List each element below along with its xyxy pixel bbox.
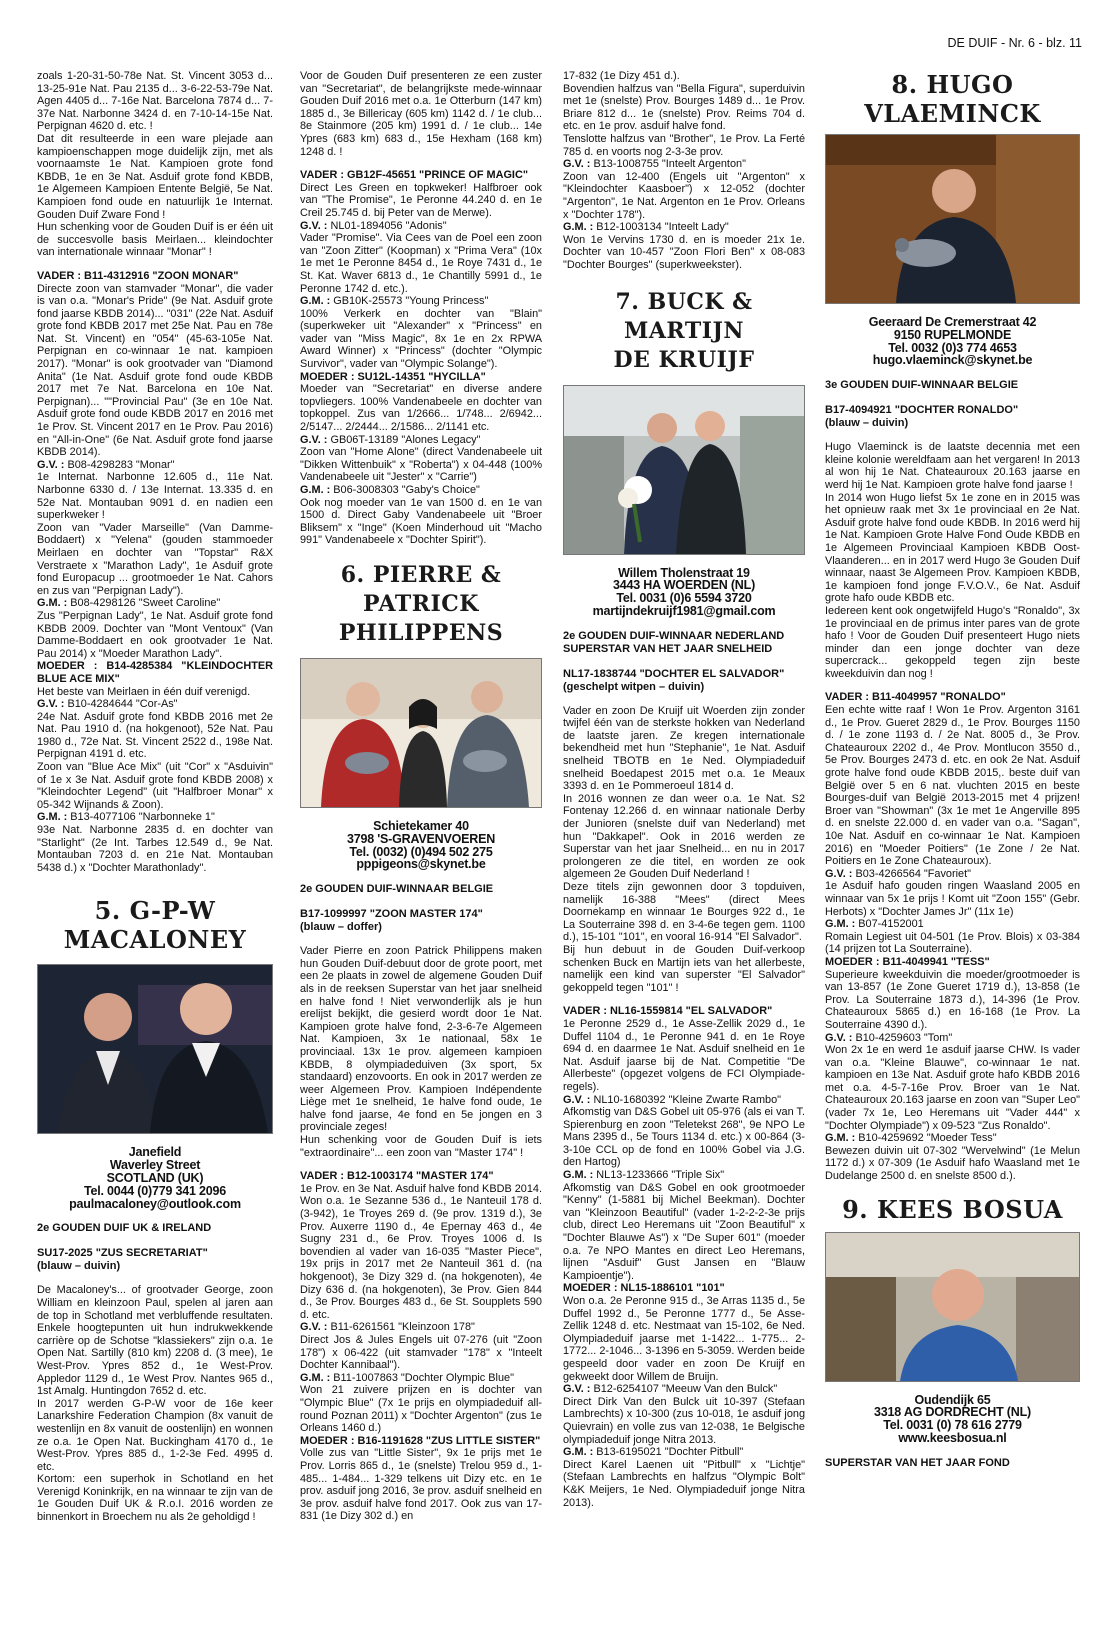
gm-text: B13-4077106 "Narbonneke 1" — [70, 811, 215, 824]
paragraph: Won 21 zuivere prijzen en is dochter van "Olympic Blue" (7x 1e prijs en olympiadeduif all-round Poznan 2011) x "Dochter Argenton" (zus 1e Orleans 1460 d.) — [300, 1384, 542, 1435]
paragraph: Zus "Perpignan Lady", 1e Nat. Asduif grote fond KBDB 2009. Dochter van "Mont Ventoux" (Van Damme-Boddaert en ook grootvader 1e Nat. Pau 2014) x "Moeder Marathon Lady". — [37, 609, 273, 660]
paragraph: Bij hun debuut in de Gouden Duif-verkoop schenken Buck en Martijn iets van het allerbeste, namelijk een kind van superster "El Salvador" gekoppeld tegen "101" ! — [563, 943, 805, 994]
vader-label: VADER : B11-4049957 "RONALDO" — [825, 691, 1006, 704]
paragraph: In 2017 werden G-P-W voor de 16e keer Lanarkshire Federation Champion (8x vanuit de westenlijn en 8x vanuit de oostenlijn) en wonnen ze o.a. 1e Open Nat. Buckingham 4170 d., 1e West-Prov. Ypres 885 d., 1-2-3e Fed. 4995 d. etc. — [37, 1397, 273, 1473]
address-line: SCOTLAND (UK) — [106, 1171, 204, 1185]
gv-label: G.V. : — [563, 158, 591, 171]
paragraph: Directe zoon van stamvader "Monar", die vader is van o.a. "Monar's Pride" (9e Nat. Asduif grote fond jaarse KBDB 2014)... "031" (22e Nat. Asduif grote fond KBDB 2017 met 25e Nat. Pau en 78e Nat. St. Vincent) en "054" (45-63-105e Nat. Perpignan en co-winnaar 1e nat. kampioen 2017). "Monar" is ook grootvader van "Diamond Anita" (1e Nat. Asduif grote fond oude KBDB 2017 met 7e Nat. Barcelona en 10e Nat. Perpignan)... ""Provincial Pau" (3e en 10e Nat. Asduif grote fond oude KBDB 2017 en 2016 met 1e Prov. St. Vincent 2017 en 1e Prov. Pau 2016) en "All-in-One" (6e Nat. Asduif grote fond jaarse KBDB 2014). — [37, 282, 273, 459]
paragraph: Hugo Vlaeminck is de laatste decennia met een kleine kolonie wereldfaam aan het vergaren! In 2013 al won hij 1e Nat. Chateauroux 20.163 jaarse en werd hij 1e Nat. Kampioen grote halve fond jaarse ! — [825, 441, 1080, 491]
gm-text: GB10K-25573 "Young Princess" — [333, 295, 489, 308]
paragraph: 100% Verkerk en dochter van "Blain" (superkweker uit "Alexander" x "Princess" en vader van "Miss Magic", 8x 1e en 2x RPWA Award Winner) x "Princess" (dochter "Olympic Survivor", vader van "Olympic Solange"). — [300, 307, 542, 371]
bird-ring: B17-1099997 "ZOON MASTER 174" — [300, 908, 483, 921]
vader-label: VADER : GB12F-45651 "PRINCE OF MAGIC" — [300, 169, 528, 182]
address-phone: Tel. 0031 (0) 78 616 2779 — [883, 1418, 1022, 1433]
section-title-de-kruijf: 7. BUCK & MARTIJN DE KRUIJF — [613, 288, 755, 373]
gm-label: G.M. : — [300, 484, 331, 496]
paragraph: Dat dit resulteerde in een ware plejade aan kampioenschappen moge duidelijk zijn, met als voornaamste 1e Nat. Kampioen grote fond KBDB, 1e en 3e Nat. Asduif grote fond KBDB, 1e Algemeen Kampioen Entente België, 5e Nat. Kampioen fond oude en natuurlijk 1e Internat. Gouden Duif Zware Fond ! — [37, 132, 273, 221]
gm-text: B10-4259692 "Moeder Tess" — [858, 1132, 997, 1145]
macaloney-address — [37, 1146, 273, 1210]
bosua-photo — [825, 1232, 1080, 1382]
macaloney-photo — [37, 964, 273, 1134]
address-phone: Tel. 0044 (0)779 341 2096 — [83, 1183, 227, 1198]
paragraph: Direct Dirk Van den Bulck uit 10-397 (Stefaan Lambrechts) x 10-300 (zus 10-018, 1e asduif jong Quievrain) en volle zus van 12-038, 1e Belgische olympiadeduif jonge Nitra 2013. — [563, 1395, 805, 1446]
gm-text: B08-4298126 "Sweet Caroline" — [70, 597, 221, 610]
address-line: Willem Tholenstraat 19 — [618, 565, 750, 580]
gv-label: G.V. : — [563, 1383, 591, 1396]
paragraph: 93e Nat. Narbonne 2835 d. en dochter van "Starlight" (2e Int. Tarbes 12.549 d., 9e Nat. Montauban 7203 d. en 21e Nat. Montauban 5438 d.) x "Dochter Marathonlady". — [37, 824, 273, 874]
gv-text: B10-4259603 "Tom" — [855, 1031, 953, 1044]
bosua-address — [825, 1394, 1080, 1445]
column-4 — [825, 70, 1080, 1470]
gv-label: G.V. : — [300, 433, 328, 446]
man-with-pigeon-icon — [826, 135, 1080, 303]
award-title: 2e GOUDEN DUIF-WINNAAR BELGIE — [300, 883, 494, 896]
gv-text: B11-6261561 "Kleinzoon 178" — [330, 1321, 475, 1334]
gv-label: G.V. : — [37, 458, 65, 471]
paragraph: Zoon van 12-400 (Engels uit "Argenton" x "Kleindochter Kaasboer") x 12-052 (dochter "Argenton", 1e Nat. Argenton en 1e Prov. Orleans x "Dochter 178"). — [563, 170, 805, 221]
section-title-philippens: 6. PIERRE & PATRICK PHILIPPENS — [338, 561, 504, 646]
philippens-address — [300, 820, 542, 871]
paragraph: Won 1e Vervins 1730 d. en is moeder 21x 1e. Dochter van 10-457 "Zoon Flori Ben" x 08-083 "Dochter Bourges" (superkweekster). — [563, 233, 805, 271]
address-email[interactable]: paulmacaloney@outlook.com — [69, 1196, 241, 1211]
address-line: Waverley Street — [109, 1158, 201, 1173]
address-line: Geeraard De Cremerstraat 42 — [868, 315, 1037, 329]
paragraph: Een echte witte raaf ! Won 1e Prov. Argenton 3161 d., 1e Prov. Gueret 2829 d., 1e Prov. Bourges 1150 d. / 1e zone 1193 d. / 2e Nat. 8005 d., 3e Prov. Chateauroux 2202 d., 4e Prov. Montlucon 3550 d., 5e Prov. Bourges 2473 d. etc. en ook 2e Nat. Asduif grote halve fond oude KBDB 2015,. beste duif van België over 5 en 6 nat. vluchten 2015 en beste Bourges-duif van België 2013-2015 met 4 prijzen! Broer van "Showman" (3x 1e met 1e Angerville 895 d. en snelste 22.000 d. en vader van o.a. "Sagan", 10e Nat. Asduif en co-winnaar 1e Nat. Kampioen 2016) en "Moeder Poitiers" (1e Zone / 2e Nat. Poitiers en 1e Zone Chateauroux). — [825, 704, 1080, 868]
men-portrait-icon — [38, 965, 273, 1133]
gv-text: B13-1008755 "Inteelt Argenton" — [593, 158, 746, 171]
paragraph: Voor de Gouden Duif presenteren ze een zuster van "Secretariat", de belangrijkste mede-winnaar Gouden Duif 2016 met o.a. 1e Otterburn (147 km) 1885 d., 3e Billericay (605 km) 1142 d. / 1e club... 8e Stainmore (205 km) 1991 d. / 1e club... 14e Ypres (683 km) 683 d., 15e Hexham (168 km) 1248 d. ! — [300, 70, 542, 158]
paragraph: Hun schenking voor de Gouden Duif is iets "extraordinaire"... een zoon van "Master 174" ! — [300, 1134, 542, 1159]
paragraph: Hun schenking voor de Gouden Duif is er één uit de succesvolle basis Meirlaen... kleindochter van internationale winnaar "Monar" ! — [37, 221, 273, 259]
paragraph: Zoon van "Home Alone" (direct Vandenabeele uit "Dikken Wittenbuik" x "Roberta") x 04-448 (100% Vandenabeele uit "Jester" x "Carrie") — [300, 446, 542, 484]
gv-text: B03-4266564 "Favoriet" — [855, 867, 971, 880]
page-header: DE DUIF - Nr. 6 - blz. 11 — [947, 36, 1082, 50]
gm-label: G.M. : — [300, 1371, 331, 1384]
gm-text: NL13-1233666 "Triple Six" — [596, 1169, 725, 1182]
column-3 — [563, 70, 805, 1509]
award-title: 2e GOUDEN DUIF UK & IRELAND — [37, 1222, 212, 1235]
gm-label: G.M. : — [300, 295, 331, 308]
gv-label: G.V. : — [300, 1321, 328, 1334]
men-with-flowers-icon — [564, 386, 805, 554]
gv-label: G.V. : — [37, 698, 65, 711]
award-title: SUPERSTAR VAN HET JAAR FOND — [825, 1456, 1010, 1469]
paragraph: Ook nog moeder van 1e van 1500 d. en 1e van 1500 d. Direct Gaby Vandenabeele uit "Broer Bliksem" x "Inge" (Koen Minderhoud uit "Macho 991" Vandenabeele x "Dochter Spirit"). — [300, 496, 542, 547]
de-kruijf-photo — [563, 385, 805, 555]
gm-label: G.M. : — [37, 811, 68, 824]
bird-ring: NL17-1838744 "DOCHTER EL SALVADOR" — [563, 667, 785, 680]
address-line: 3798 'S-GRAVENVOEREN — [346, 831, 496, 846]
address-website[interactable]: www.keesbosua.nl — [898, 1431, 1007, 1446]
address-phone: Tel. (0032) (0)494 502 275 — [349, 844, 493, 859]
man-portrait-icon — [826, 1233, 1080, 1381]
paragraph: Afkomstig van D&S Gobel en ook grootmoeder "Kenny" (1-5881 bij Michel Beekman). Dochter van "Kleinzoon Beautiful" (vader 1-2-2-2-3e prijs club, direct Leo Heremans uit "Zoon Beautiful" x "Dochter Blauwe As") x "De Super 601" (moeder o.a. 7e NPO Mantes en direct Leo Heremans, lijnen "Asduif" Gust Jansen en "Blauw Kampioentje"). — [563, 1181, 805, 1282]
vader-label: VADER : NL16-1559814 "EL SALVADOR" — [563, 1005, 773, 1018]
award-title: 3e GOUDEN DUIF-WINNAAR BELGIE — [825, 379, 1019, 392]
moeder-label: MOEDER : NL15-1886101 "101" — [563, 1282, 725, 1295]
vader-label: VADER : B12-1003174 "MASTER 174" — [300, 1170, 494, 1183]
paragraph: De Macaloney's... of grootvader George, zoon William en kleinzoon Paul, spelen al jaren aan de top in Schotland met verbluffende resultaten. Enkele hoogtepunten uit hun indrukwekkende carrière op de Schotse "klassiekers" zijn o.a. 1e Open Nat. Sartilly (810 km) 2208 d. (3 mee), 1e West-Prov. Ypres 852 d., 1e West-Prov. Appledor 1129 d., 1e West Prov. Nantes 965 d., 1st Amalg. Huntingdon 7652 d. etc. — [37, 1284, 273, 1398]
section-title-macaloney: 5. G-P-W MACALONEY — [63, 896, 247, 955]
paragraph: 17-832 (1e Dizy 451 d.). — [563, 70, 680, 82]
gm-text: B11-1007863 "Dochter Olympic Blue" — [333, 1371, 514, 1384]
vader-label: VADER : B11-4312916 "ZOON MONAR" — [37, 269, 239, 282]
paragraph: Deze titels zijn gewonnen door 3 topduiven, namelijk 16-388 "Mees" (direct Mees Doornekamp en winnaar 1e Bourges 922 d., 1e La Souterraine 398 d. en 3-4-6e tegen gem. 1100 d.), 15-101 "101", en vooral 16-914 "El Salvador". — [563, 881, 805, 944]
paragraph: 1e Internat. Narbonne 12.605 d., 11e Nat. Narbonne 6330 d. / 13e Internat. 13.335 d. en 52e Nat. Montauban 9091 d. en nadien een superkweker ! — [37, 471, 273, 522]
address-line: Oudendijk 65 — [914, 1392, 991, 1407]
paragraph: Direct Jos & Jules Engels uit 07-276 (uit "Zoon 178") x 06-422 (uit stamvader "178" x "Inteelt Dochter Kannibaal"). — [300, 1333, 542, 1372]
moeder-label: MOEDER : B16-1191628 "ZUS LITTLE SISTER" — [300, 1434, 541, 1447]
address-email[interactable]: hugo.vlaeminck@skynet.be — [872, 353, 1033, 368]
paragraph: Direct Les Green en topkweker! Halfbroer ook van "The Promise", 1e Peronne 44.240 d. en 1e Creil 25.745 d. bij Peter van de Merwe). — [300, 181, 542, 219]
gv-text: GB06T-13189 "Alones Legacy" — [330, 433, 481, 446]
address-line: Schietekamer 40 — [373, 818, 469, 833]
paragraph: Bovendien halfzus van "Bella Figura", superduivin met 1e (snelste) Prov. Bourges 1489 d... 1e Prov. Briare 812 d... 1e (snelste) Prov. Reims 704 d. etc. en 1e prov. asduif halve fond. — [563, 82, 805, 133]
paragraph: 1e Peronne 2529 d., 1e Asse-Zellik 2029 d., 1e Duffel 1104 d., 1e Peronne 941 d. en 1e Roye 694 d. en daarmee 1e Nat. Asduif snelheid en 1e Nat. Asduif jaarse bij de Nat. Competitie "De Allerbeste" (opgezet volgens de FCI Olympiade-regels). — [563, 1017, 805, 1093]
paragraph: Romain Legiest uit 04-501 (1e Prov. Blois) x 03-384 (14 prijzen tot La Souterraine). — [825, 930, 1080, 956]
paragraph: Tenslotte halfzus van "Brother", 1e Prov. La Ferté 785 d. en voorts nog 2-3-3e prov. — [563, 132, 805, 158]
gv-label: G.V. : — [563, 1093, 591, 1106]
address-line: 3318 AG DORDRECHT (NL) — [874, 1405, 1031, 1420]
gm-label: G.M. : — [563, 221, 594, 234]
address-email[interactable]: martijndekruijf1981@gmail.com — [592, 603, 776, 618]
moeder-label: MOEDER : SU12L-14351 "HYCILLA" — [300, 370, 486, 383]
philippens-photo — [300, 658, 542, 808]
paragraph: Zoon van "Vader Marseille" (Van Damme-Boddaert) x "Yelena" (gouden stammoeder Meirlaen en dochter van "Topstar" R&X Verstraete x "Marathon Lady", 1e Asduif grote fond Europacup ... grootmoeder 1e Nat. Cahors en zus van "Perpignan Lady"). — [37, 521, 273, 597]
moeder-label: MOEDER : B11-4049941 "TESS" — [825, 955, 990, 968]
paragraph: Afkomstig van D&S Gobel uit 05-976 (als ei van T. Spierenburg en zoon "Teletekst 268", 9e NPO Le Mans 2395 d., 5e Tours 1134 d. etc.) x 00-864 (3-3-10e CCL op de fond en 100% Gobel via J.G. den Hartog) — [563, 1106, 805, 1169]
address-line: 9150 RUPELMONDE — [893, 327, 1012, 342]
de-kruijf-address — [563, 567, 805, 618]
paragraph: Vader en zoon De Kruijf uit Woerden zijn zonder twijfel één van de sterkste hokken van Nederland de laatste jaren. Ze kregen internationale bekendheid met hun "Stephanie", 1e Nat. Asduif snelheid TBOTB en 1e Ned. Olympiadeduif snelheid Boedapest 2015 met o.a. 1e Meaux 3393 d. en 1e Pommeroeul 1814 d. — [563, 704, 805, 793]
gm-label: G.M. : — [825, 918, 856, 931]
paragraph: zoals 1-20-31-50-78e Nat. St. Vincent 3053 d... 13-25-91e Nat. Pau 2135 d... 3-6-22-53-79e Nat. Agen 4405 d... 7-16e Nat. Barcelona 7874 d... 7-37e Nat. Narbonne 3424 d. en 7-10-14-15e Nat. Perpignan 4620 d. etc. ! — [37, 70, 273, 133]
gm-text: B07-4152001 — [858, 918, 924, 931]
bird-color: (blauw – doffer) — [300, 921, 382, 934]
gv-label: G.V. : — [300, 219, 328, 232]
paragraph: In 2016 wonnen ze dan weer o.a. 1e Nat. S2 Fontenay 12.266 d. en winnaar nationale Derby der Junioren (snelste duif van Nederland) met hun "Dakkapel". Ook in 2016 werden ze Superstar van het jaar Snelheid... en nu in 2017 prolongeren ze die titel, en worden ze ook algemeen 2e Gouden Duif Nederland ! — [563, 792, 805, 881]
vlaeminck-address — [825, 316, 1080, 367]
column-1 — [37, 70, 273, 1524]
paragraph: Direct Karel Laenen uit "Pitbull" x "Lichtje" (Stefaan Lambrechts en halfzus "Olympic Bolt" K&K Meijers, 1e Ned. Olympiadeduif jonge Nitra 2013). — [563, 1458, 805, 1509]
gm-text: B06-3008303 "Gaby's Choice" — [333, 484, 480, 496]
gm-text: B13-6195021 "Dochter Pitbull" — [596, 1446, 744, 1459]
bird-ring: B17-4094921 "DOCHTER RONALDO" — [825, 404, 1019, 417]
address-phone: Tel. 0031 (0)6 5594 3720 — [616, 591, 752, 606]
gm-text: B12-1003134 "Inteelt Lady" — [596, 221, 729, 234]
paragraph: Het beste van Meirlaen in één duif verenigd. — [37, 685, 251, 698]
paragraph: 1e Asduif hafo gouden ringen Waasland 2005 en winnaar van 5x 1e prijs ! Komt uit "Zoon 155" (Gebr. Herbots) x "Dochter James Jr" (11x 1e) — [825, 880, 1080, 918]
gv-label: G.V. : — [825, 867, 853, 880]
section-title-vlaeminck: 8. HUGO VLAEMINCK — [864, 70, 1041, 128]
bird-color: (geschelpt witpen – duivin) — [563, 680, 705, 693]
paragraph: Vader Pierre en zoon Patrick Philippens maken hun Gouden Duif-debuut door de grote poort, met een 2e plaats in zowel de algemene Gouden Duif als in de reeksen Superstar van het jaar snelheid en halve fond ! Niet verwonderlijk als je hun erelijst bekijkt, die gesierd wordt door 1e Nat. Kampioen grote halve fond, 2-3-6-7e Algemeen Nat. Kampioen, 3x 1e nationaal, 58x 1e provinciaal. 13x 1e prov. algemeen kampioen KBDB, 8 olympiadeduiven (3x sport, 5x standaard) enzovoorts. En ook in 2017 werden ze weer Algemeen Prov. Kampioen Indépendente Liège met 1e snelheid, 1e halve fond oude, 1e halve fond jaarse, 4e fond en 5e jongen en 3 provinciale zeges! — [300, 945, 542, 1134]
paragraph: 24e Nat. Asduif grote fond KBDB 2016 met 2e Nat. Pau 1910 d. (na hokgenoot), 52e Nat. Pau 1980 d., 72e Nat. St. Vincent 2522 d., 198e Nat. Perpignan 4191 d. etc. — [37, 710, 273, 761]
paragraph: Won 2x 1e en werd 1e asduif jaarse CHW. Is vader van o.a. "Kleine Blauwe", co-winnaar 1e nat. kampioen en 13e Nat. Asduif grote hafo KBDB 2016 met o.a. 4-5-7-16e Prov. Broer van 1e Nat. Chateauroux 20.163 jaarse en zoon van "Super Leo" (vader 7x 1e, Leo Heremans uit "Vader 444" x "Dochter Olympiade") x 09-523 "Zus Ronaldo". — [825, 1044, 1080, 1132]
moeder-label: MOEDER : B14-4285384 "KLEINDOCHTER BLUE ACE MIX" — [37, 660, 273, 685]
gv-text: B08-4298283 "Monar" — [67, 458, 175, 471]
award-title: 2e GOUDEN DUIF-WINNAAR NEDERLAND SUPERSTAR VAN HET JAAR SNELHEID — [563, 629, 785, 655]
address-phone: Tel. 0032 (0)3 774 4653 — [888, 340, 1017, 355]
gv-text: B12-6254107 "Meeuw Van den Bulck" — [593, 1383, 778, 1396]
column-2 — [300, 70, 542, 1523]
gv-text: B10-4284644 "Cor-As" — [67, 698, 178, 711]
address-line: Janefield — [128, 1145, 182, 1160]
paragraph: Volle zus van "Little Sister", 9x 1e prijs met 1e Prov. Lorris 865 d., 1e (snelste) Trelou 959 d., 1-485... 1-484... 1-329 telkens uit Dizy etc. en 1e prov. asduif jong 2016, 3e prov. asduif snelheid en 3e prov. asduif halve fond 2017. Ook zus van 17-831 (1e Dizy 302 d.) en — [300, 1447, 542, 1523]
paragraph: In 2014 won Hugo liefst 5x 1e zone en in 2015 was het opnieuw raak met 3x 1e provinciaal en 2e Nat. Asduif grote halve fond oude KBDB. In 2016 werd hij 1e Nat. Kampioen Grote Halve Fond Oude KBDB en 1e Algemeen Provinciaal Kampioen KBDB Oost-Vlaanderen... en in 2017 werd Hugo 3e Gouden Duif winnaar, naast 3e Algemeen Prov. Kampioen KBDB, 1e kampioen fond jonge F.V.O.V., 6e Nat. Asduif grote hafo oude KBDB etc. — [825, 491, 1080, 605]
paragraph: Moeder van "Secretariat" en diverse andere topvliegers. 100% Vandenabeele en dochter van topkoppel. Zus van 1/2666... 1/748... 2/6942... 2/5147... 2/2444... 2/1586... 2/1141 etc. — [300, 383, 542, 434]
paragraph: Iedereen kent ook ongetwijfeld Hugo's "Ronaldo", 3x 1e provinciaal en de primus inter pares van de grote hafo ! Voor de Gouden Duif presenteert Hugo niets minder dan een jonge dochter van deze supercrack... gekoppeld tegen zijn beste kweekduivin dan nog ! — [825, 604, 1080, 680]
paragraph: Won o.a. 2e Peronne 915 d., 3e Arras 1135 d., 5e Duffel 1992 d., 5e Peronne 1777 d., 5e Asse-Zellik 1248 d. etc. Nestmaat van 15-102, 6e Ned. Olympiadeduif jaarse met 1-1422... 1-775... 2-1772... 2-1046... 3-1396 en 5-3059. Werden beide gespeeld door vader en zoon De Kruijf en gekweekt door Willem de Bruijn. — [563, 1295, 805, 1383]
paragraph: Bewezen duivin uit 07-302 "Wervelwind" (1e Melun 1172 d.) x 07-309 (1e Asduif hafo Waasland met 1e Dudelange 2500 d. en snelste 8500 d.). — [825, 1144, 1080, 1183]
gm-label: G.M. : — [563, 1446, 594, 1459]
vlaeminck-photo — [825, 134, 1080, 304]
gv-label: G.V. : — [825, 1031, 853, 1044]
gm-label: G.M. : — [825, 1132, 856, 1145]
paragraph: Superieure kweekduivin die moeder/grootmoeder is van 13-857 (1e Zone Gueret 1719 d.), 13-858 (1e Prov. La Souterraine 1873 d.), 14-396 (1e Prov. Chateauroux 5865 d.) en 16-168 (1e Prov. La Souterraine 4390 d.). — [825, 968, 1080, 1031]
family-with-pigeons-icon — [301, 659, 542, 807]
bird-color: (blauw – duivin) — [825, 417, 909, 430]
paragraph: Vader "Promise". Via Cees van de Poel een zoon van "Zoon Zitter" (Koopman) x "Prima Vera" (10x 1e met 1e Peronne 8454 d., 1e Roye 7431 d., 1e St. Kat. Waver 6813 d., 1e Chantilly 5991 d., 1e Peronne 1742 d. etc.). — [300, 232, 542, 295]
bird-color: (blauw – duivin) — [37, 1260, 121, 1273]
paragraph: Zoon van "Blue Ace Mix" (uit "Cor" x "Asduivin" of 1e x 3e Nat. Asduif grote fond KBDB 2008) x "Kleindochter Legend" (uit "Halfbroer Monar" x 05-342 Wijnands & Zoon). — [37, 761, 273, 811]
address-line: 3443 HA WOERDEN (NL) — [612, 578, 756, 593]
gv-text: NL01-1894056 "Adonis" — [330, 219, 447, 232]
paragraph: 1e Prov. en 3e Nat. Asduif halve fond KBDB 2014. Won o.a. 1e Sezanne 536 d., 1e Nanteuil 178 d. (3-942), 1e Troyes 269 d. (9e prov. 1319 d.), 3e Prov. Auxerre 1190 d., 4e Epernay 463 d., 4e Sugny 231 d., 6e Prov. Troyes 1006 d. Is bovendien al vader van 16-035 "Master Piece", 19x prijs in 2017 met 2e Nanteuil 361 d. (na hokgenoot), 3e Dizy 329 d. (na hokgenoten), 4e Dizy 636 d. (na hokgenoten), 3e Prov. Gien 844 d., 3e Prov. Bourges 483 d., 6e St. Soupplets 590 d. etc. — [300, 1182, 542, 1321]
address-email[interactable]: pppigeons@skynet.be — [356, 857, 486, 872]
gm-label: G.M. : — [563, 1169, 594, 1182]
paragraph: Kortom: een superhok in Schotland en het Verenigd Koninkrijk, en na winnaar te zijn van de 1e Gouden Duif UK & R.o.I. 2016 worden ze binnenkort in Broechem nu als 2e geholdigd ! — [37, 1473, 273, 1524]
bird-ring: SU17-2025 "ZUS SECRETARIAT" — [37, 1247, 208, 1260]
gm-label: G.M. : — [37, 597, 68, 610]
section-title-bosua: 9. KEES BOSUA — [842, 1194, 1063, 1224]
gv-text: NL10-1680392 "Kleine Zwarte Rambo" — [593, 1093, 782, 1106]
